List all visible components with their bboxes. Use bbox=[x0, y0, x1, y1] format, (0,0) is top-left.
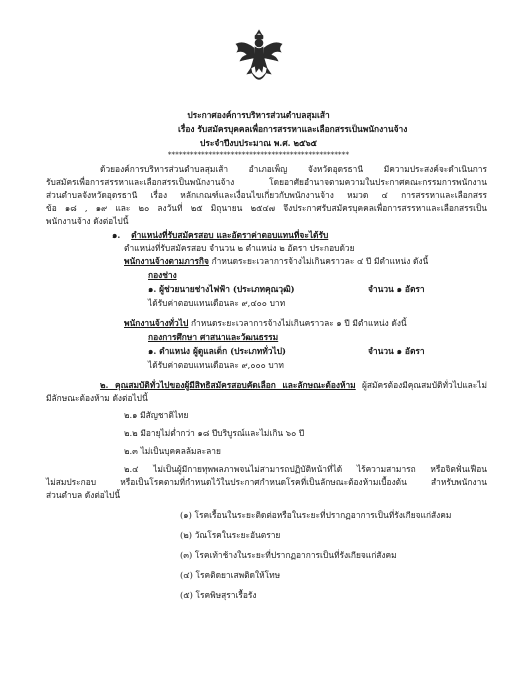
separator-line: ************************************************* bbox=[167, 151, 350, 159]
section2-title: ๒. คุณสมบัติทั่วไปของผู้มีสิทธิสมัครสอบคัดเลือก และลักษณะต้องห้าม bbox=[100, 380, 356, 390]
mission-employee-type: พนักงานจ้างตามภารกิจ bbox=[124, 256, 209, 266]
section2-heading bbox=[100, 380, 487, 391]
section1-number: ๑. bbox=[112, 230, 121, 240]
announcement-subject: เรื่อง รับสมัครบุคคลเพื่อการสรรหาและเลือกสรรเป็นพนักงานจ้าง bbox=[178, 124, 408, 134]
mission-division: กองช่าง bbox=[148, 270, 177, 280]
intro-line-3: ส่วนตำบลจังหวัดอุดรธานี เรื่อง หลักเกณฑ์และเงื่อนไขเกี่ยวกับพนักงานจ้าง หมวด ๔ การสรรหาและเลือกสรร bbox=[46, 190, 487, 200]
intro-line-2: รับสมัครเพื่อการสรรหาและเลือกสรรเป็นพนักงานจ้าง โดยอาศัยอำนาจตามความในประกาศคณะกรรมการพนักงาน bbox=[46, 177, 487, 187]
section2-line-2: มีลักษณะต้องห้าม ดังต่อไปนี้ bbox=[46, 393, 148, 403]
general-position: ๑. ตำแหน่ง ผู้ดูแลเด็ก (ประเภททั่วไป) bbox=[148, 346, 286, 356]
intro-line-5: พนักงานจ้าง ดังต่อไปนี้ bbox=[46, 216, 129, 226]
qualification-item-1: ๒.๑ มีสัญชาติไทย bbox=[124, 410, 189, 420]
disease-item-4: (๔) โรคติดยาเสพติดให้โทษ bbox=[180, 570, 281, 580]
intro-line-4: ข้อ ๑๘ , ๑๙ และ ๒๐ ลงวันที่ ๒๕ มิถุนายน ๒๕๔๗ จึงประกาศรับสมัครบุคคลเพื่อการสรรหาและเลือกสรรเป็น bbox=[46, 203, 487, 213]
disease-item-3: (๓) โรคเท้าช้างในระยะที่ปรากฏอาการเป็นที่รังเกียจแก่สังคม bbox=[180, 550, 397, 560]
general-division: กองการศึกษา ศาสนาและวัฒนธรรม bbox=[148, 332, 279, 342]
general-employee-type: พนักงานจ้างทั่วไป bbox=[124, 318, 189, 328]
mission-position: ๑. ผู้ช่วยนายช่างไฟฟ้า (ประเภทคุณวุฒิ) bbox=[148, 284, 295, 294]
section1-title: ตำแหน่งที่รับสมัครสอบ และอัตราค่าตอบแทนที่จะได้รับ bbox=[131, 230, 329, 240]
section2-title-rest: ผู้สมัครต้องมีคุณสมบัติทั่วไปและไม่ bbox=[355, 380, 488, 390]
general-employee-line bbox=[124, 318, 407, 329]
disease-item-2: (๒) วัณโรคในระยะอันตราย bbox=[180, 530, 281, 540]
section1-summary: ตำแหน่งที่รับสมัครสอบ จำนวน ๒ ตำแหน่ง ๒ อัตรา ประกอบด้วย bbox=[124, 243, 355, 253]
announcement-title: ประกาศองค์การบริหารส่วนตำบลสุมเส้า bbox=[187, 110, 330, 120]
fiscal-year: ประจำปีงบประมาณ พ.ศ. ๒๕๖๕ bbox=[200, 138, 317, 148]
qualification-item-4-line-2: ไม่สมประกอบ หรือเป็นโรคตามที่กำหนดไว้ในประกาศกำหนดโรคที่เป็นลักษณะต้องห้ามเบื้องต้น สำหรับพนักงาน bbox=[46, 477, 487, 487]
mission-employee-desc: กำหนดระยะเวลาการจ้างไม่เกินคราวละ ๔ ปี มีตำแหน่ง ดังนี้ bbox=[208, 256, 429, 266]
disease-item-1: (๑) โรคเรื้อนในระยะติดต่อหรือในระยะที่ปรากฏอาการเป็นที่รังเกียจแก่สังคม bbox=[180, 510, 452, 520]
general-count: จำนวน ๑ อัตรา bbox=[368, 346, 425, 356]
qualification-item-2: ๒.๒ มีอายุไม่ต่ำกว่า ๑๘ ปีบริบูรณ์และไม่เกิน ๖๐ ปี bbox=[124, 428, 305, 438]
mission-employee-line bbox=[124, 256, 428, 267]
section1-heading bbox=[112, 230, 328, 241]
mission-count: จำนวน ๑ อัตรา bbox=[368, 284, 425, 294]
general-salary: ได้รับค่าตอบแทนเดือนละ ๙,๐๐๐ บาท bbox=[148, 360, 284, 370]
general-employee-desc: กำหนดระยะเวลาการจ้างไม่เกินคราวละ ๑ ปี มีตำแหน่ง ดังนี้ bbox=[188, 318, 407, 328]
intro-line-1: ด้วยองค์การบริหารส่วนตำบลสุมเส้า อำเภอเพ็ญ จังหวัดอุดรธานี มีความประสงค์จะดำเนินการ bbox=[100, 164, 487, 174]
mission-salary: ได้รับค่าตอบแทนเดือนละ ๙,๔๐๐ บาท bbox=[148, 298, 286, 308]
qualification-item-4-line-3: ส่วนตำบล ดังต่อไปนี้ bbox=[46, 490, 121, 500]
garuda-emblem bbox=[234, 28, 284, 86]
qualification-item-3: ๒.๓ ไม่เป็นบุคคลล้มละลาย bbox=[124, 446, 221, 456]
disease-item-5: (๕) โรคพิษสุราเรื้อรัง bbox=[180, 590, 257, 600]
qualification-item-4-line-1: ๒.๔ ไม่เป็นผู้มีกายทุพพลภาพจนไม่สามารถปฏิบัติหน้าที่ได้ ไร้ความสามารถ หรือจิตฟั่นเฟือน bbox=[124, 464, 487, 474]
